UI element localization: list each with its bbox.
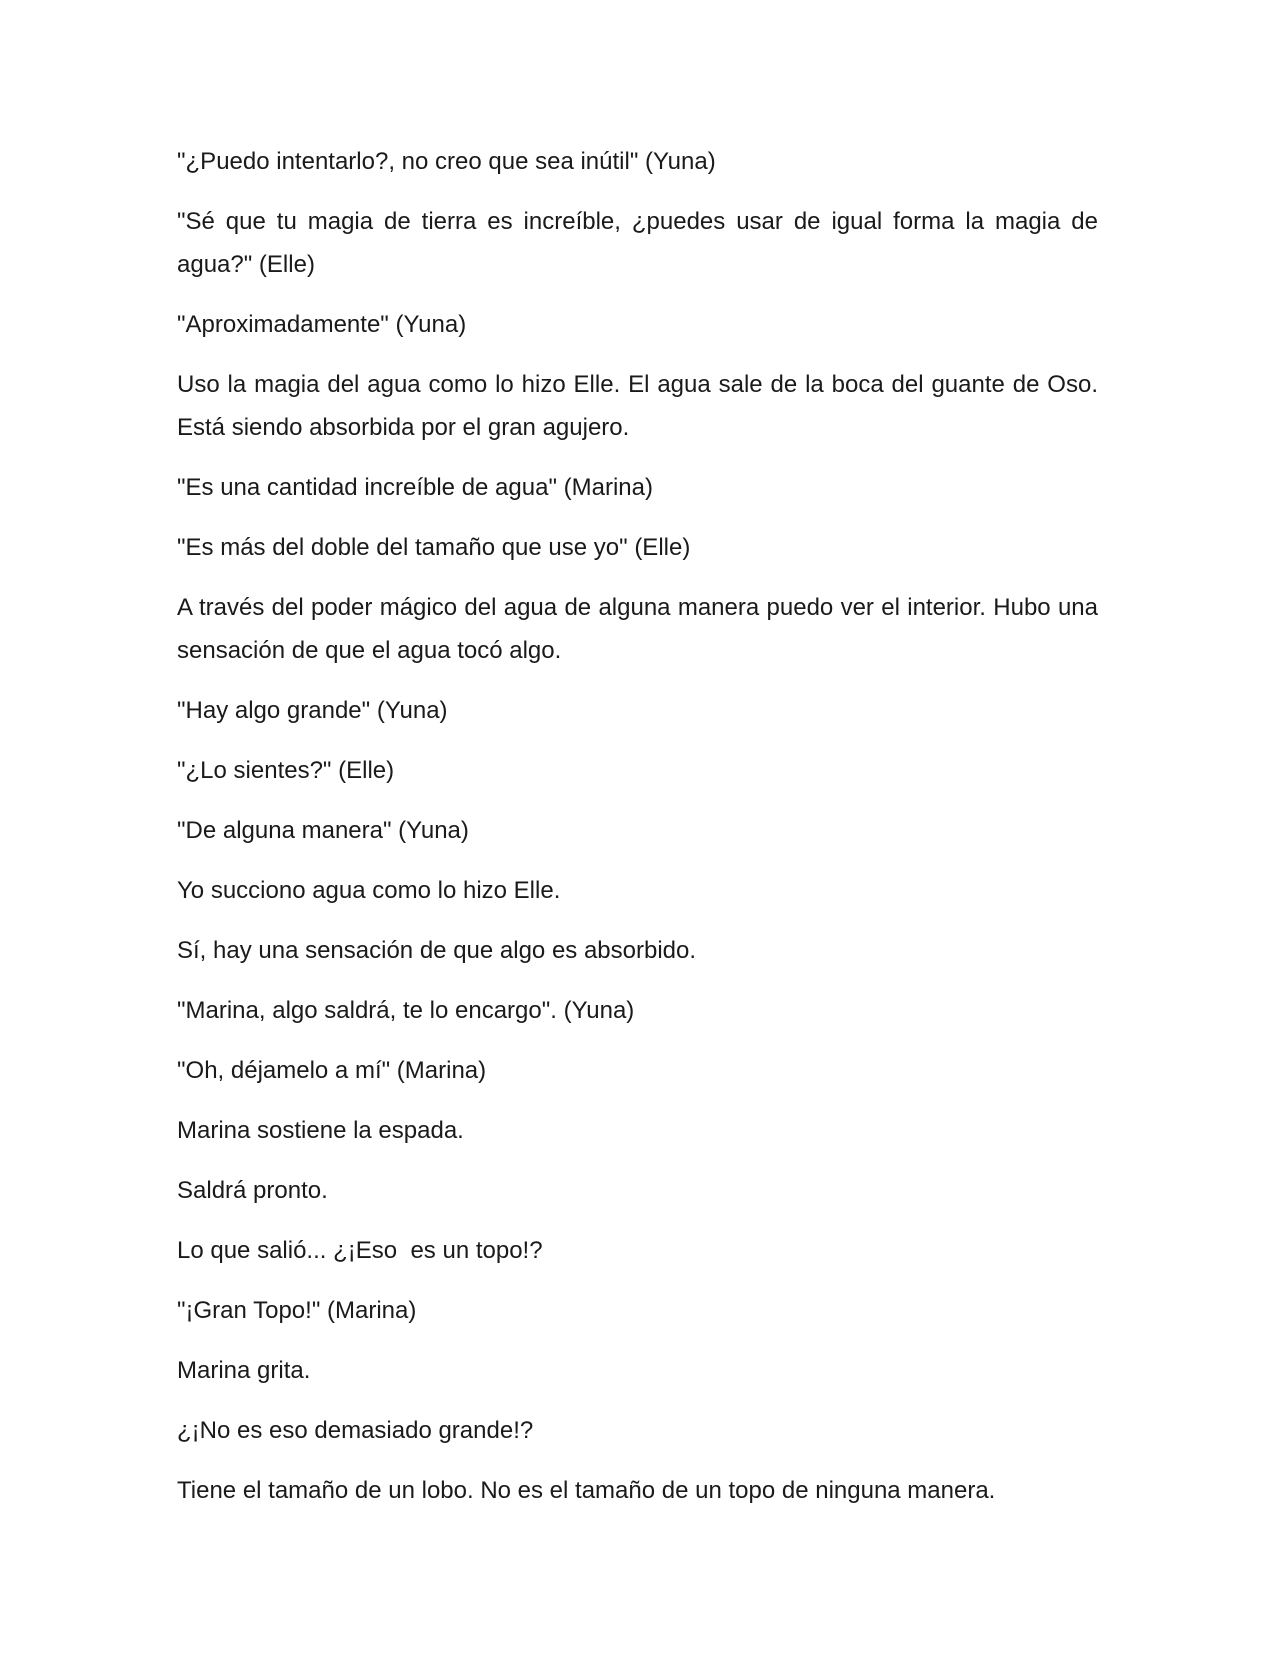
paragraph-4: Uso la magia del agua como lo hizo Elle. El agua sale de la boca del guante de Oso. Está siendo absorbida por el gran agujero. xyxy=(177,371,1105,441)
paragraph-16: Saldrá pronto. xyxy=(177,1177,328,1204)
paragraph-10: "De alguna manera" (Yuna) xyxy=(177,817,469,844)
paragraph-19: Marina grita. xyxy=(177,1357,311,1384)
paragraph-17: Lo que salió... ¿¡Eso es un topo!? xyxy=(177,1237,543,1264)
paragraph-15: Marina sostiene la espada. xyxy=(177,1117,464,1144)
paragraph-2: "Sé que tu magia de tierra es increíble, ¿puedes usar de igual forma la magia de agua?" (Elle) xyxy=(177,208,1105,278)
paragraph-1: "¿Puedo intentarlo?, no creo que sea inútil" (Yuna) xyxy=(177,148,716,175)
paragraph-5: "Es una cantidad increíble de agua" (Marina) xyxy=(177,474,653,501)
paragraph-7: A través del poder mágico del agua de alguna manera puedo ver el interior. Hubo una sensación de que el agua tocó algo. xyxy=(177,594,1105,664)
paragraph-14: "Oh, déjamelo a mí" (Marina) xyxy=(177,1057,487,1084)
paragraph-9: "¿Lo sientes?" (Elle) xyxy=(177,757,395,784)
paragraph-8: "Hay algo grande" (Yuna) xyxy=(177,697,448,724)
paragraph-6: "Es más del doble del tamaño que use yo" (Elle) xyxy=(177,534,691,561)
paragraph-18: "¡Gran Topo!" (Marina) xyxy=(177,1297,417,1324)
paragraph-12: Sí, hay una sensación de que algo es absorbido. xyxy=(177,937,697,964)
paragraph-21: Tiene el tamaño de un lobo. No es el tamaño de un topo de ninguna manera. xyxy=(177,1477,996,1504)
paragraph-3: "Aproximadamente" (Yuna) xyxy=(177,311,467,338)
document-page xyxy=(177,140,1105,1529)
paragraph-20: ¿¡No es eso demasiado grande!? xyxy=(177,1417,534,1444)
paragraph-13: "Marina, algo saldrá, te lo encargo". (Yuna) xyxy=(177,997,635,1024)
paragraph-11: Yo succiono agua como lo hizo Elle. xyxy=(177,877,561,904)
